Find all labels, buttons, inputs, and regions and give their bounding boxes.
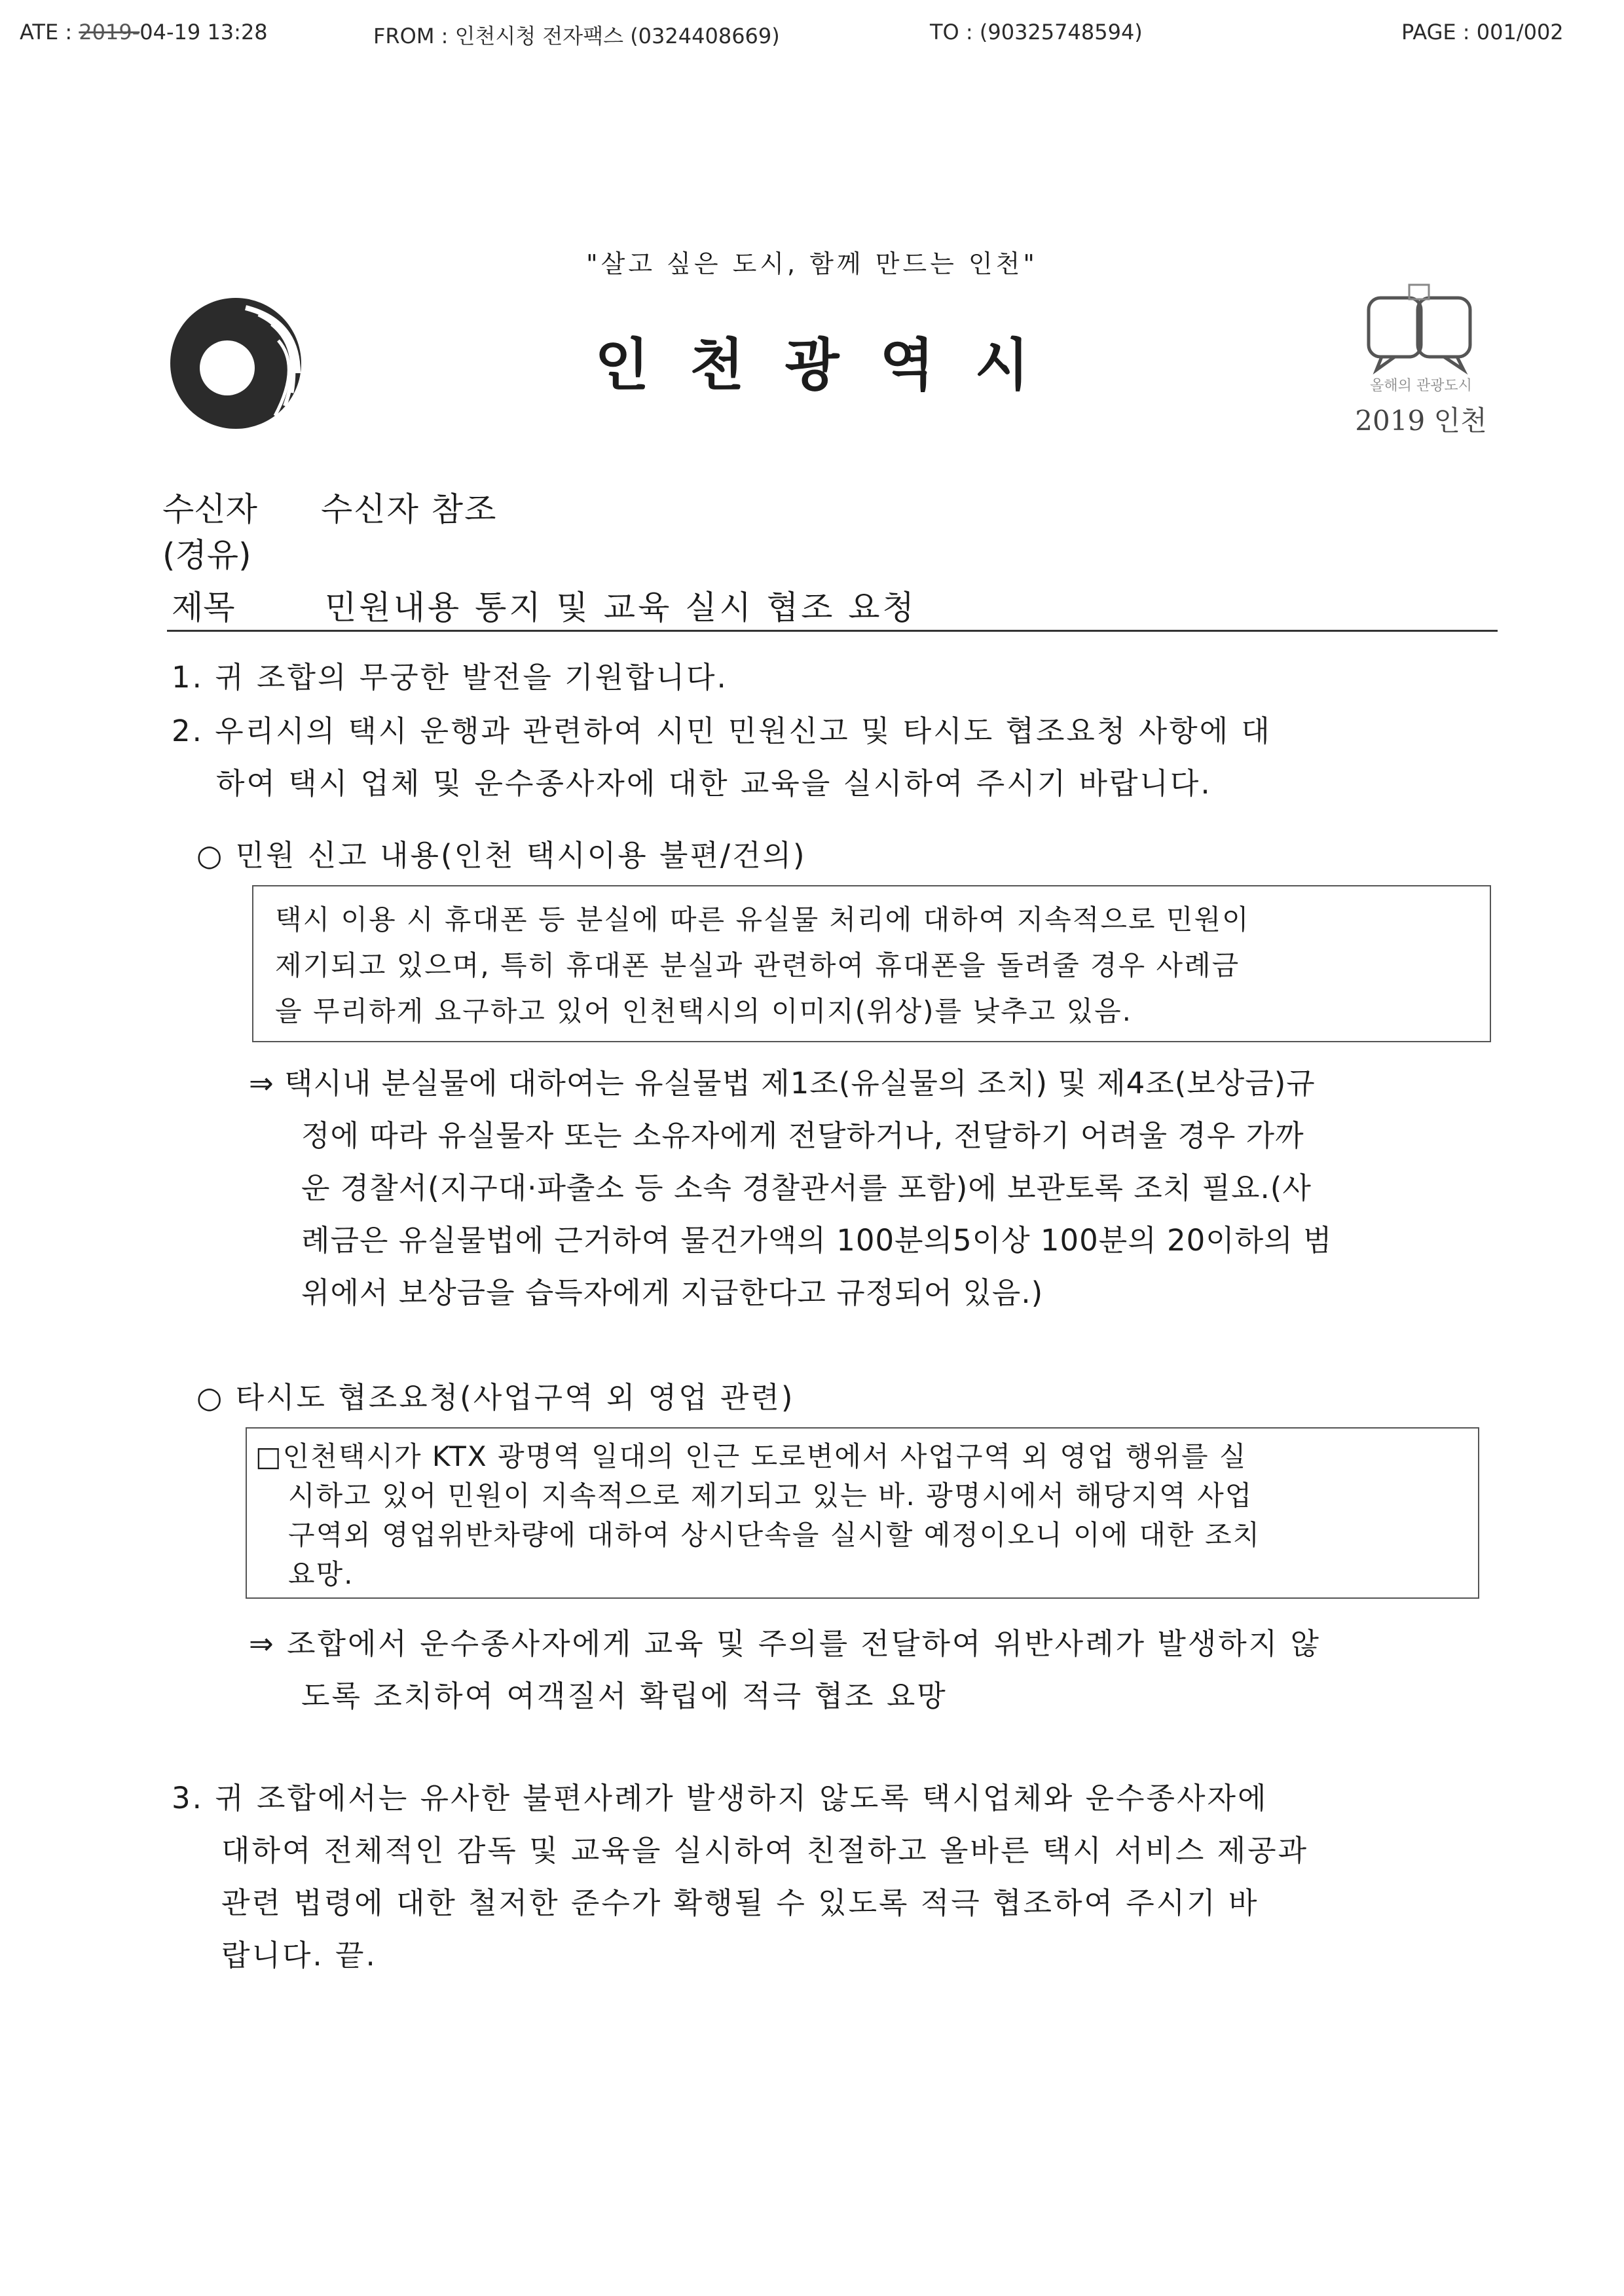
paragraph-2-line-1: 2. 우리시의 택시 운행과 관련하여 시민 민원신고 및 타시도 협조요청 사항에 대 bbox=[172, 714, 1272, 748]
fax-date-struck: 2019- bbox=[79, 20, 140, 45]
recipient-label: 수신자 bbox=[162, 490, 257, 528]
section-2-action-line: ⇒ 조합에서 운수종사자에게 교육 및 주의를 전달하여 위반사례가 발생하지 않 bbox=[249, 1626, 1321, 1661]
section-1-action-line: 위에서 보상금을 습득자에게 지급한다고 규정되어 있음.) bbox=[301, 1275, 1044, 1310]
paragraph-3-line: 3. 귀 조합에서는 유사한 불편사례가 발생하지 않도록 택시업체와 운수종사자에 bbox=[172, 1781, 1268, 1815]
paragraph-3-line: 랍니다. 끝. bbox=[221, 1938, 377, 1973]
emblem-caption: 올해의 관광도시 bbox=[1370, 378, 1472, 394]
recipient-value: 수신자 참조 bbox=[321, 490, 498, 528]
fax-page-number: PAGE : 001/002 bbox=[1401, 20, 1564, 45]
section-1-box-line: 제기되고 있으며, 특히 휴대폰 분실과 관련하여 휴대폰을 돌려줄 경우 사례금 bbox=[275, 949, 1240, 981]
paragraph-2-line-2: 하여 택시 업체 및 운수종사자에 대한 교육을 실시하여 주시기 바랍니다. bbox=[216, 766, 1212, 801]
fax-date bbox=[20, 20, 268, 45]
section-2-title: ○ 타시도 협조요청(사업구역 외 영업 관련) bbox=[196, 1380, 795, 1415]
paragraph-3-line: 대하여 전체적인 감독 및 교육을 실시하여 친절하고 올바른 택시 서비스 제공과 bbox=[221, 1833, 1309, 1868]
paragraph-1: 1. 귀 조합의 무궁한 발전을 기원합니다. bbox=[172, 660, 728, 695]
section-1-box-line: 택시 이용 시 휴대폰 등 분실에 따른 유실물 처리에 대하여 지속적으로 민원이 bbox=[275, 903, 1250, 936]
subject-value: 민원내용 통지 및 교육 실시 협조 요청 bbox=[325, 589, 917, 627]
subject-label: 제목 bbox=[172, 589, 235, 627]
section-2-box-line: 구역외 영업위반차량에 대하여 상시단속을 실시할 예정이오니 이에 대한 조치 bbox=[288, 1519, 1261, 1551]
fax-date-rest: 04-19 13:28 bbox=[139, 20, 268, 45]
city-slogan: "살고 싶은 도시, 함께 만드는 인천" bbox=[586, 249, 1038, 278]
fax-to: TO : (90325748594) bbox=[930, 20, 1143, 45]
section-1-action-line: ⇒ 택시내 분실물에 대하여는 유실물법 제1조(유실물의 조치) 및 제4조(보상금)규 bbox=[249, 1066, 1316, 1101]
section-2-action-line: 도록 조치하여 여객질서 확립에 적극 협조 요망 bbox=[301, 1679, 948, 1713]
emblem-year: 2019 인천 bbox=[1355, 405, 1487, 437]
organization-name: 인천광역시 bbox=[595, 333, 1070, 398]
section-2-box-line: □인천택시가 KTX 광명역 일대의 인근 도로변에서 사업구역 외 영업 행위를 실 bbox=[255, 1440, 1247, 1472]
section-1-action-line: 운 경찰서(지구대·파출소 등 소속 경찰관서를 포함)에 보관토록 조치 필요.(사 bbox=[301, 1171, 1312, 1205]
section-1-action-line: 정에 따라 유실물자 또는 소유자에게 전달하거나, 전달하기 어려울 경우 가까 bbox=[301, 1118, 1304, 1153]
fax-from: FROM : 인천시청 전자팩스 (0324408669) bbox=[373, 24, 780, 48]
section-1-box-line: 을 무리하게 요구하고 있어 인천택시의 이미지(위상)를 낮추고 있음. bbox=[275, 995, 1133, 1027]
section-1-action-line: 례금은 유실물법에 근거하여 물건가액의 100분의5이상 100분의 20이하의 범 bbox=[301, 1223, 1333, 1258]
via-label: (경유) bbox=[162, 536, 251, 574]
section-2-box-line: 시하고 있어 민원이 지속적으로 제기되고 있는 바. 광명시에서 해당지역 사업 bbox=[288, 1480, 1253, 1512]
fax-date-prefix: ATE : bbox=[20, 20, 79, 45]
section-2-box-line: 요망. bbox=[288, 1558, 354, 1590]
header-divider bbox=[167, 630, 1498, 632]
paragraph-3-line: 관련 법령에 대한 철저한 준수가 확행될 수 있도록 적극 협조하여 주시기 바 bbox=[221, 1886, 1259, 1920]
section-1-title: ○ 민원 신고 내용(인천 택시이용 불편/건의) bbox=[196, 838, 807, 873]
